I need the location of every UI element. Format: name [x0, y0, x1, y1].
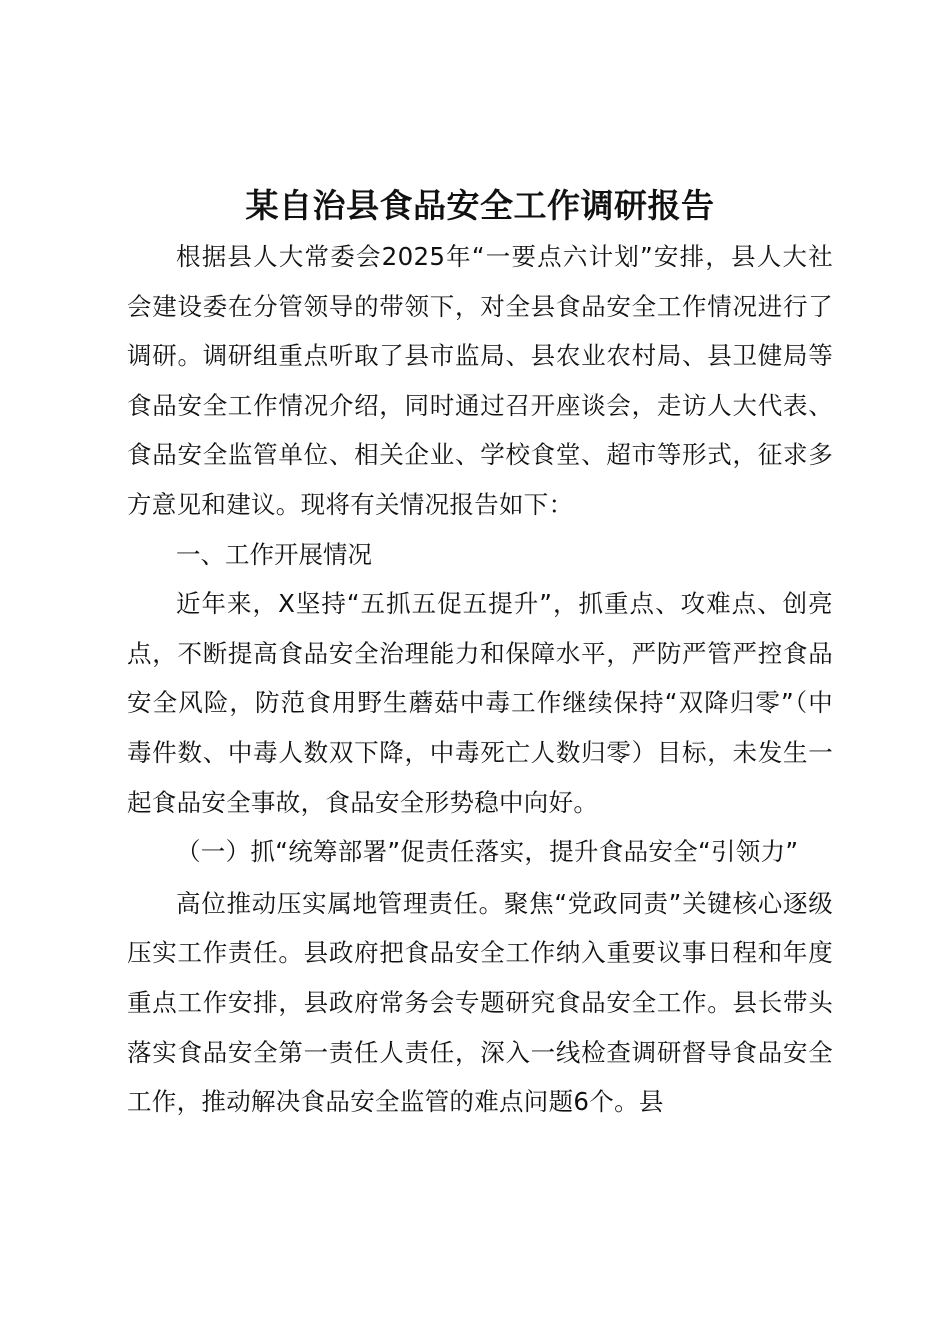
- document-title: 某自治县食品安全工作调研报告: [245, 186, 715, 225]
- subsection-heading-1: （一）抓“统筹部署”促责任落实，提升食品安全“引领力”: [176, 837, 799, 867]
- intro-paragraph: 根据县人大常委会2025年“一要点六计划”安排，县人大社会建设委在分管领导的带领下，对全县食品安全工作情况进行了调研。调研组重点听取了县市监局、县农业农村局、县卫健局等食品安全工作情况介绍，同时通过召开座谈会，走访人大代表、食品安全监管单位、相关企业、学校食堂、超市等形式，征求多方意见和建议。现将有关情况报告如下：: [127, 242, 833, 519]
- section-heading-1: 一、工作开展情况: [176, 539, 372, 569]
- responsibility-paragraph: 高位推动压实属地管理责任。聚焦“党政同责”关键核心逐级压实工作责任。县政府把食品安全工作纳入重要议事日程和年度重点工作安排，县政府常务会专题研究食品安全工作。县长带头落实食品安全第一责任人责任，深入一线检查调研督导食品安全工作，推动解决食品安全监管的难点问题6个。县: [127, 888, 833, 1117]
- document-body: [127, 180, 833, 1127]
- overview-paragraph: 近年来，X坚持“五抓五促五提升”，抓重点、攻难点、创亮点，不断提高食品安全治理能力和保障水平，严防严管严控食品安全风险，防范食用野生蘑菇中毒工作继续保持“双降归零”（中毒件数、中毒人数双下降，中毒死亡人数归零）目标，未发生一起食品安全事故，食品安全形势稳中向好。: [127, 589, 833, 817]
